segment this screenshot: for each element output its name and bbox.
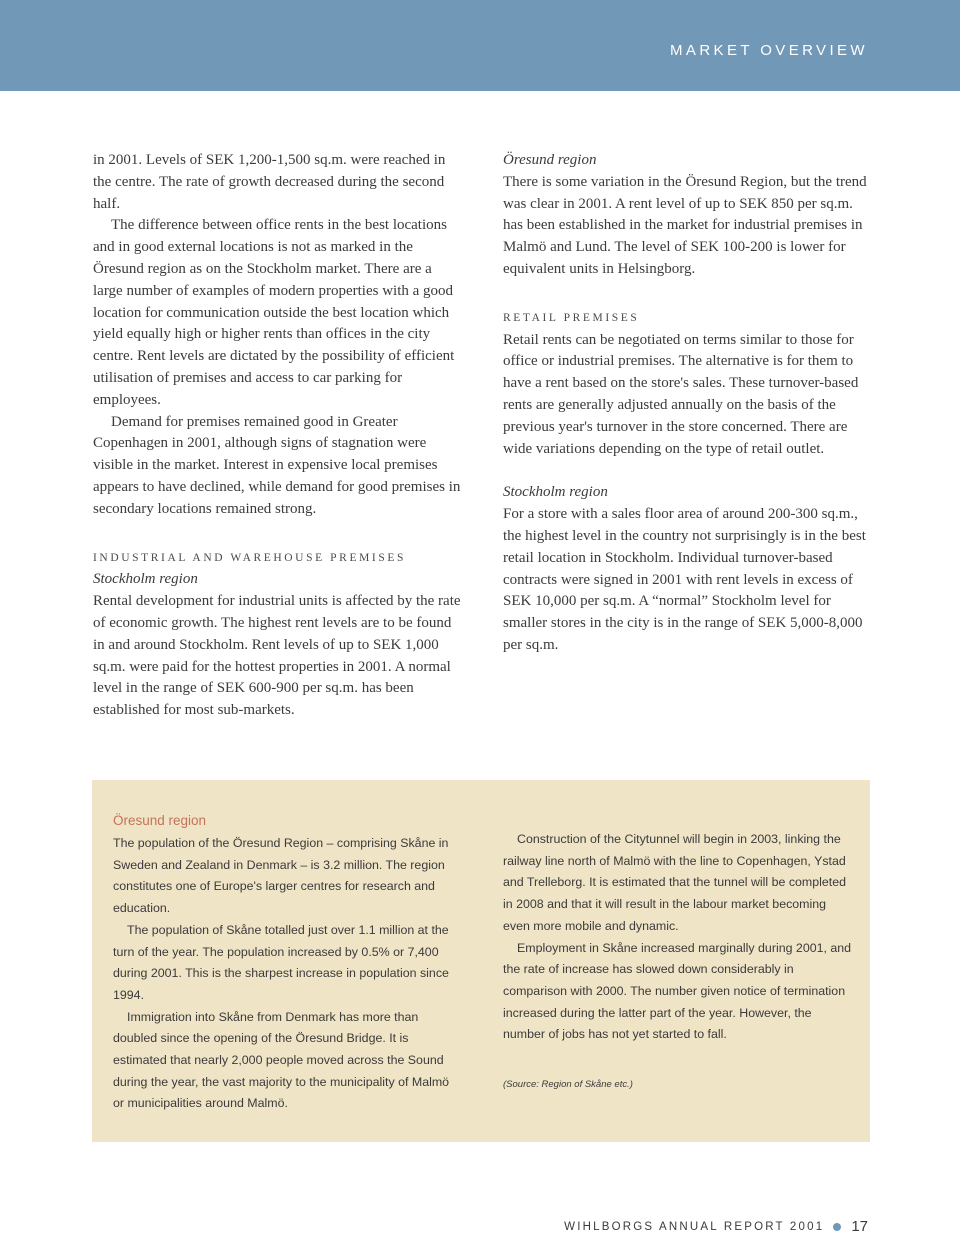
page-number: 17 (851, 1218, 868, 1235)
section-heading-retail: RETAIL PREMISES (503, 311, 640, 324)
paragraph: The difference between office rents in the best locations and in good external locations is not as marked in the Öresund region as on the Stockholm market. There are a large number of examples of modern properties with a good location for communication outside the best location which yield equally high or higher rents than offices in the city centre. Rent levels are dictated by the possibility of efficient utilisation of premises and access to car parking for employees. (93, 217, 455, 408)
paragraph: Demand for premises remained good in Greater Copenhagen in 2001, although signs of stagnation were visible in the market. Interest in expensive local premises appears to have declined, while demand for good premises in secondary locations remained strong. (93, 413, 461, 517)
infobox-paragraph: Construction of the Citytunnel will begin in 2003, linking the railway line north of Malmö with the line to Copenhagen, Ystad and Trelleborg. It is estimated that the tunnel will be completed in 2008 and that it will result in the labour market becoming even more mobile and dynamic. (503, 832, 846, 933)
paragraph: For a store with a sales floor area of around 200-300 sq.m., the highest level in the country not surprisingly is in the best retail location in Stockholm. Individual turnover-based contracts were signed in 2001 with rent levels in excess of SEK 10,000 per sq.m. A “normal” Stockholm level for smaller stores in the city is in the range of SEK 5,000-8,000 per sq.m. (503, 506, 866, 653)
infobox-heading: Öresund region (113, 813, 207, 828)
paragraph: There is some variation in the Öresund Region, but the trend was clear in 2001. A rent level of up to SEK 850 per sq.m. has been established in the market for industrial premises in Malmö and Lund. The level of SEK 100-200 is lower for equivalent units in Helsingborg. (503, 173, 867, 277)
infobox-paragraph: Employment in Skåne increased marginally during 2001, and the rate of increase has slowed down considerably in comparison with 2000. The number given notice of termination increased during the latter part of the year. However, the number of jobs has not yet started to fall. (503, 940, 852, 1042)
infobox-paragraph: Immigration into Skåne from Denmark has more than doubled since the opening of the Öresund Bridge. It is estimated that nearly 2,000 people moved across the Sound during the year, the vast majority to the municipality of Malmö or municipalities around Malmö. (113, 1009, 450, 1111)
paragraph: Rental development for industrial units is affected by the rate of economic growth. The highest rent levels are to be found in and around Stockholm. Rent levels of up to SEK 1,000 sq.m. were paid for the hottest properties in 2001. A normal level in the range of SEK 600-900 per sq.m. has been established for most sub-markets. (93, 593, 461, 719)
header-band (0, 0, 960, 91)
infobox-source: (Source: Region of Skåne etc.) (503, 1079, 633, 1091)
right-column (503, 150, 868, 657)
subheading-stockholm: Stockholm region (503, 484, 608, 501)
section-heading-industrial: INDUSTRIAL AND WAREHOUSE PREMISES (93, 551, 406, 564)
infobox-paragraph: The population of the Öresund Region – comprising Skåne in Sweden and Zealand in Denmark – is 3.2 million. The region constitutes one of Europe's larger centres for research and education. (113, 836, 449, 916)
bullet-dot-icon (833, 1223, 841, 1231)
paragraph: Retail rents can be negotiated on terms similar to those for office or industrial premises. The alternative is for them to have a rent based on the store's sales. These turnover-based rents are generally adjusted annually on the basis of the previous year's turnover in the store concerned. There are wide variations depending on the type of retail outlet. (503, 331, 859, 457)
section-title: MARKET OVERVIEW (670, 42, 868, 59)
infobox-paragraph: The population of Skåne totalled just over 1.1 million at the turn of the year. The population increased by 0.5% or 7,400 during 2001. This is the sharpest increase in population since 1994. (113, 922, 449, 1002)
infobox-left-column (113, 810, 463, 1115)
subheading-oresund: Öresund region (503, 152, 597, 168)
footer (564, 1218, 868, 1235)
infobox-right-column (503, 829, 855, 1096)
paragraph: in 2001. Levels of SEK 1,200-1,500 sq.m. were reached in the centre. The rate of growth decreased during the second half. (93, 152, 446, 212)
subheading-stockholm: Stockholm region (93, 571, 198, 588)
footer-report-title: WIHLBORGS ANNUAL REPORT 2001 (564, 1220, 825, 1233)
left-column (93, 150, 465, 722)
infobox-oresund (92, 780, 870, 1142)
